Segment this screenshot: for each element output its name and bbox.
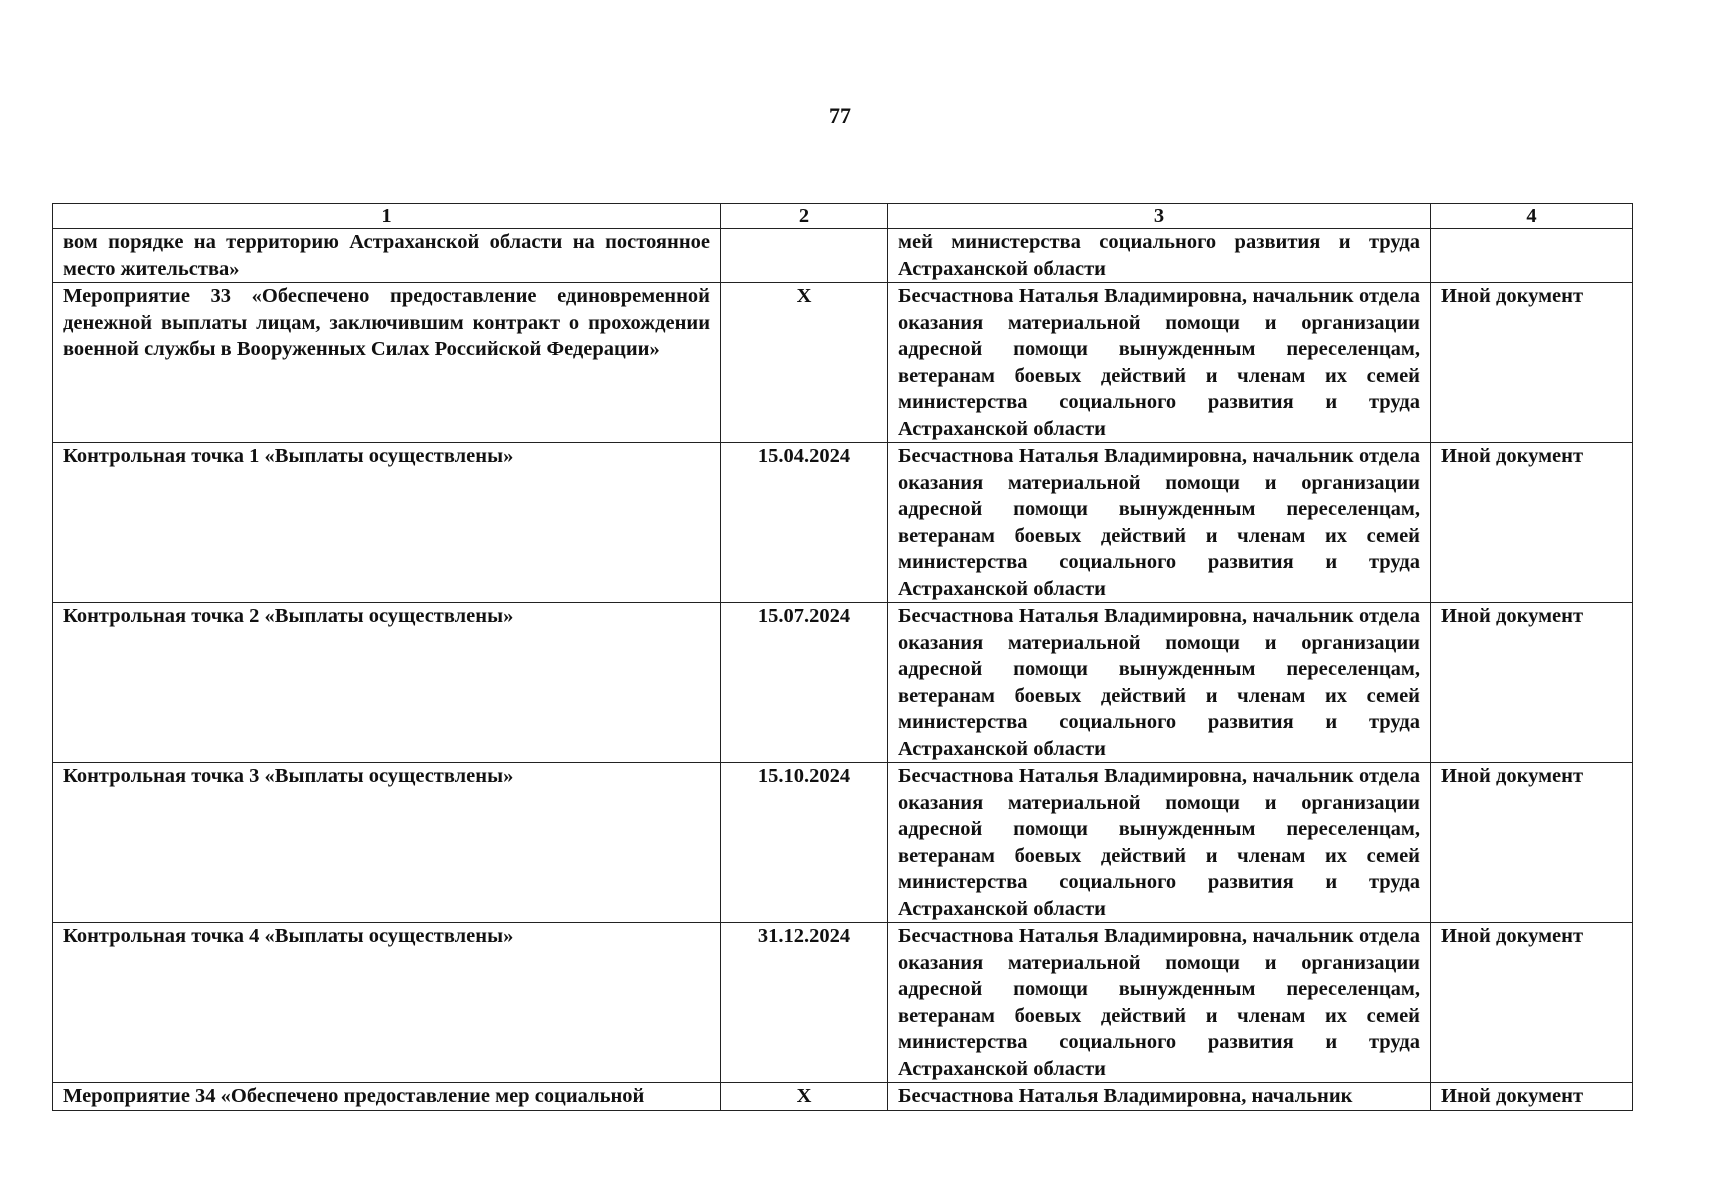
cell-event: вом порядке на территорию Астраханской области на постоянное место жительства» (53, 229, 721, 283)
table-row (53, 229, 1633, 283)
plan-table (52, 203, 1633, 1111)
table-row (53, 923, 1633, 1083)
cell-responsible: мей министерства социального развития и труда Астраханской области (888, 229, 1431, 283)
cell-date: 15.07.2024 (721, 603, 888, 763)
header-col-1: 1 (53, 204, 721, 229)
cell-document: Иной документ (1431, 283, 1633, 443)
cell-responsible: Бесчастнова Наталья Владимировна, начальник отдела оказания материальной помощи и организации адресной помощи вынужденным переселенцам, ветеранам боевых действий и членам их семей министерства социального развития и труда Астраханской области (888, 283, 1431, 443)
cell-responsible: Бесчастнова Наталья Владимировна, начальник отдела оказания материальной помощи и организации адресной помощи вынужденным переселенцам, ветеранам боевых действий и членам их семей министерства социального развития и труда Астраханской области (888, 443, 1431, 603)
cell-date: 15.04.2024 (721, 443, 888, 603)
cell-date: 15.10.2024 (721, 763, 888, 923)
header-col-2: 2 (721, 204, 888, 229)
table-row (53, 763, 1633, 923)
cell-responsible: Бесчастнова Наталья Владимировна, начальник отдела оказания материальной помощи и организации адресной помощи вынужденным переселенцам, ветеранам боевых действий и членам их семей министерства социального развития и труда Астраханской области (888, 923, 1431, 1083)
cell-date: 31.12.2024 (721, 923, 888, 1083)
cell-responsible: Бесчастнова Наталья Владимировна, начальник отдела оказания материальной помощи и организации адресной помощи вынужденным переселенцам, ветеранам боевых действий и членам их семей министерства социального развития и труда Астраханской области (888, 763, 1431, 923)
cell-responsible: Бесчастнова Наталья Владимировна, начальник (888, 1083, 1431, 1111)
table-row (53, 1083, 1633, 1111)
cell-event: Контрольная точка 2 «Выплаты осуществлены» (53, 603, 721, 763)
cell-document: Иной документ (1431, 763, 1633, 923)
table-header-row (53, 204, 1633, 229)
cell-document: Иной документ (1431, 443, 1633, 603)
cell-document: Иной документ (1431, 1083, 1633, 1111)
table-row (53, 443, 1633, 603)
cell-event: Мероприятие 33 «Обеспечено предоставление единовременной денежной выплаты лицам, заключившим контракт о прохождении военной службы в Вооруженных Силах Российской Федерации» (53, 283, 721, 443)
header-col-4: 4 (1431, 204, 1633, 229)
table-row (53, 603, 1633, 763)
header-col-3: 3 (888, 204, 1431, 229)
cell-document: Иной документ (1431, 923, 1633, 1083)
table-row (53, 283, 1633, 443)
cell-date (721, 229, 888, 283)
cell-document: Иной документ (1431, 603, 1633, 763)
page-number: 77 (829, 103, 851, 128)
cell-document (1431, 229, 1633, 283)
cell-event: Мероприятие 34 «Обеспечено предоставление мер социальной (53, 1083, 721, 1111)
cell-event: Контрольная точка 3 «Выплаты осуществлены» (53, 763, 721, 923)
cell-event: Контрольная точка 1 «Выплаты осуществлены» (53, 443, 721, 603)
cell-responsible: Бесчастнова Наталья Владимировна, начальник отдела оказания материальной помощи и организации адресной помощи вынужденным переселенцам, ветеранам боевых действий и членам их семей министерства социального развития и труда Астраханской области (888, 603, 1431, 763)
cell-event: Контрольная точка 4 «Выплаты осуществлены» (53, 923, 721, 1083)
cell-date: Х (721, 1083, 888, 1111)
cell-date: Х (721, 283, 888, 443)
